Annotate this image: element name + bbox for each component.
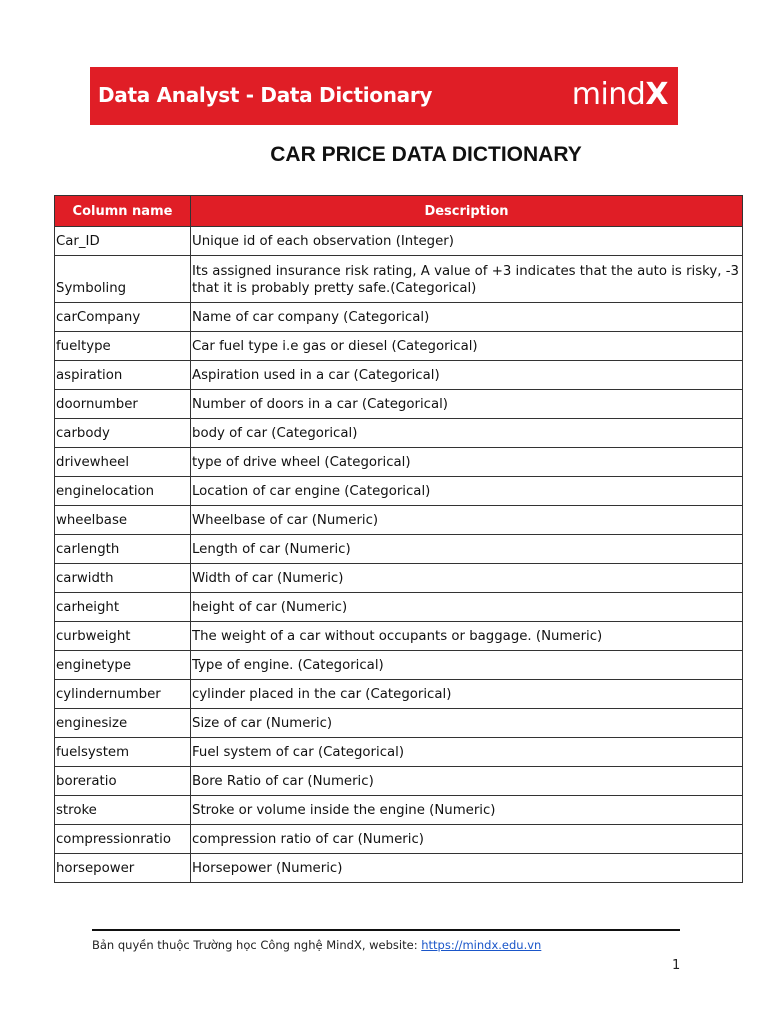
description-cell: Location of car engine (Categorical) [191, 477, 743, 506]
description-cell: cylinder placed in the car (Categorical) [191, 680, 743, 709]
description-cell: Fuel system of car (Categorical) [191, 738, 743, 767]
description-cell: body of car (Categorical) [191, 419, 743, 448]
column-name-cell: enginetype [55, 651, 191, 680]
column-name-cell: fuelsystem [55, 738, 191, 767]
brand-text: mind [571, 77, 646, 112]
table-row [55, 767, 743, 796]
footer-text: Bản quyền thuộc Trường học Công nghệ MindX, website: [92, 938, 422, 952]
mindx-logo [572, 77, 668, 112]
table-row [55, 593, 743, 622]
table-row [55, 535, 743, 564]
column-name-cell: carwidth [55, 564, 191, 593]
table-row [55, 854, 743, 883]
footer [92, 938, 541, 952]
column-name-cell: fueltype [55, 332, 191, 361]
description-cell: The weight of a car without occupants or baggage. (Numeric) [191, 622, 743, 651]
description-cell: Stroke or volume inside the engine (Numeric) [191, 796, 743, 825]
column-name-cell: wheelbase [55, 506, 191, 535]
column-name-cell: drivewheel [55, 448, 191, 477]
table-row [55, 448, 743, 477]
description-cell: type of drive wheel (Categorical) [191, 448, 743, 477]
column-name-cell: boreratio [55, 767, 191, 796]
column-name-cell: horsepower [55, 854, 191, 883]
header-banner [90, 67, 678, 125]
table-row [55, 651, 743, 680]
column-name-cell: carCompany [55, 303, 191, 332]
description-cell: compression ratio of car (Numeric) [191, 825, 743, 854]
footer-divider [92, 929, 680, 931]
table-row [55, 256, 743, 303]
description-cell: Bore Ratio of car (Numeric) [191, 767, 743, 796]
table-row [55, 303, 743, 332]
table-row [55, 390, 743, 419]
column-header-description: Description [191, 196, 743, 227]
table-row [55, 738, 743, 767]
column-name-cell: cylindernumber [55, 680, 191, 709]
table-body [55, 227, 743, 883]
table-row [55, 796, 743, 825]
column-header-name: Column name [55, 196, 191, 227]
table-row [55, 361, 743, 390]
footer-link[interactable]: https://mindx.edu.vn [421, 938, 542, 952]
description-cell: Number of doors in a car (Categorical) [191, 390, 743, 419]
column-name-cell: carheight [55, 593, 191, 622]
table-row [55, 332, 743, 361]
column-name-cell: doornumber [55, 390, 191, 419]
header-title: Data Analyst - Data Dictionary [98, 83, 433, 107]
description-cell: Aspiration used in a car (Categorical) [191, 361, 743, 390]
column-name-cell: enginelocation [55, 477, 191, 506]
table-row [55, 227, 743, 256]
document-title: CAR PRICE DATA DICTIONARY [270, 143, 582, 166]
description-cell: Its assigned insurance risk rating, A value of +3 indicates that the auto is risky, -3 that it is probably pretty safe.(Categorical) [191, 256, 743, 303]
column-name-cell: enginesize [55, 709, 191, 738]
description-cell: Name of car company (Categorical) [191, 303, 743, 332]
column-name-cell: aspiration [55, 361, 191, 390]
column-name-cell: carlength [55, 535, 191, 564]
column-name-cell: curbweight [55, 622, 191, 651]
description-cell: Length of car (Numeric) [191, 535, 743, 564]
table-row [55, 564, 743, 593]
column-name-cell: Car_ID [55, 227, 191, 256]
column-name-cell: carbody [55, 419, 191, 448]
column-name-cell: Symboling [55, 256, 191, 303]
table-row [55, 506, 743, 535]
table-header-row [55, 196, 743, 227]
data-dictionary-table [54, 195, 743, 883]
table-row [55, 680, 743, 709]
description-cell: Width of car (Numeric) [191, 564, 743, 593]
table-row [55, 825, 743, 854]
description-cell: height of car (Numeric) [191, 593, 743, 622]
column-name-cell: stroke [55, 796, 191, 825]
page-number: 1 [672, 958, 681, 973]
table-row [55, 622, 743, 651]
description-cell: Horsepower (Numeric) [191, 854, 743, 883]
column-name-cell: compressionratio [55, 825, 191, 854]
description-cell: Size of car (Numeric) [191, 709, 743, 738]
brand-mark: X [645, 77, 668, 112]
description-cell: Car fuel type i.e gas or diesel (Categorical) [191, 332, 743, 361]
table-row [55, 709, 743, 738]
table-row [55, 419, 743, 448]
description-cell: Type of engine. (Categorical) [191, 651, 743, 680]
description-cell: Unique id of each observation (Integer) [191, 227, 743, 256]
description-cell: Wheelbase of car (Numeric) [191, 506, 743, 535]
table-row [55, 477, 743, 506]
